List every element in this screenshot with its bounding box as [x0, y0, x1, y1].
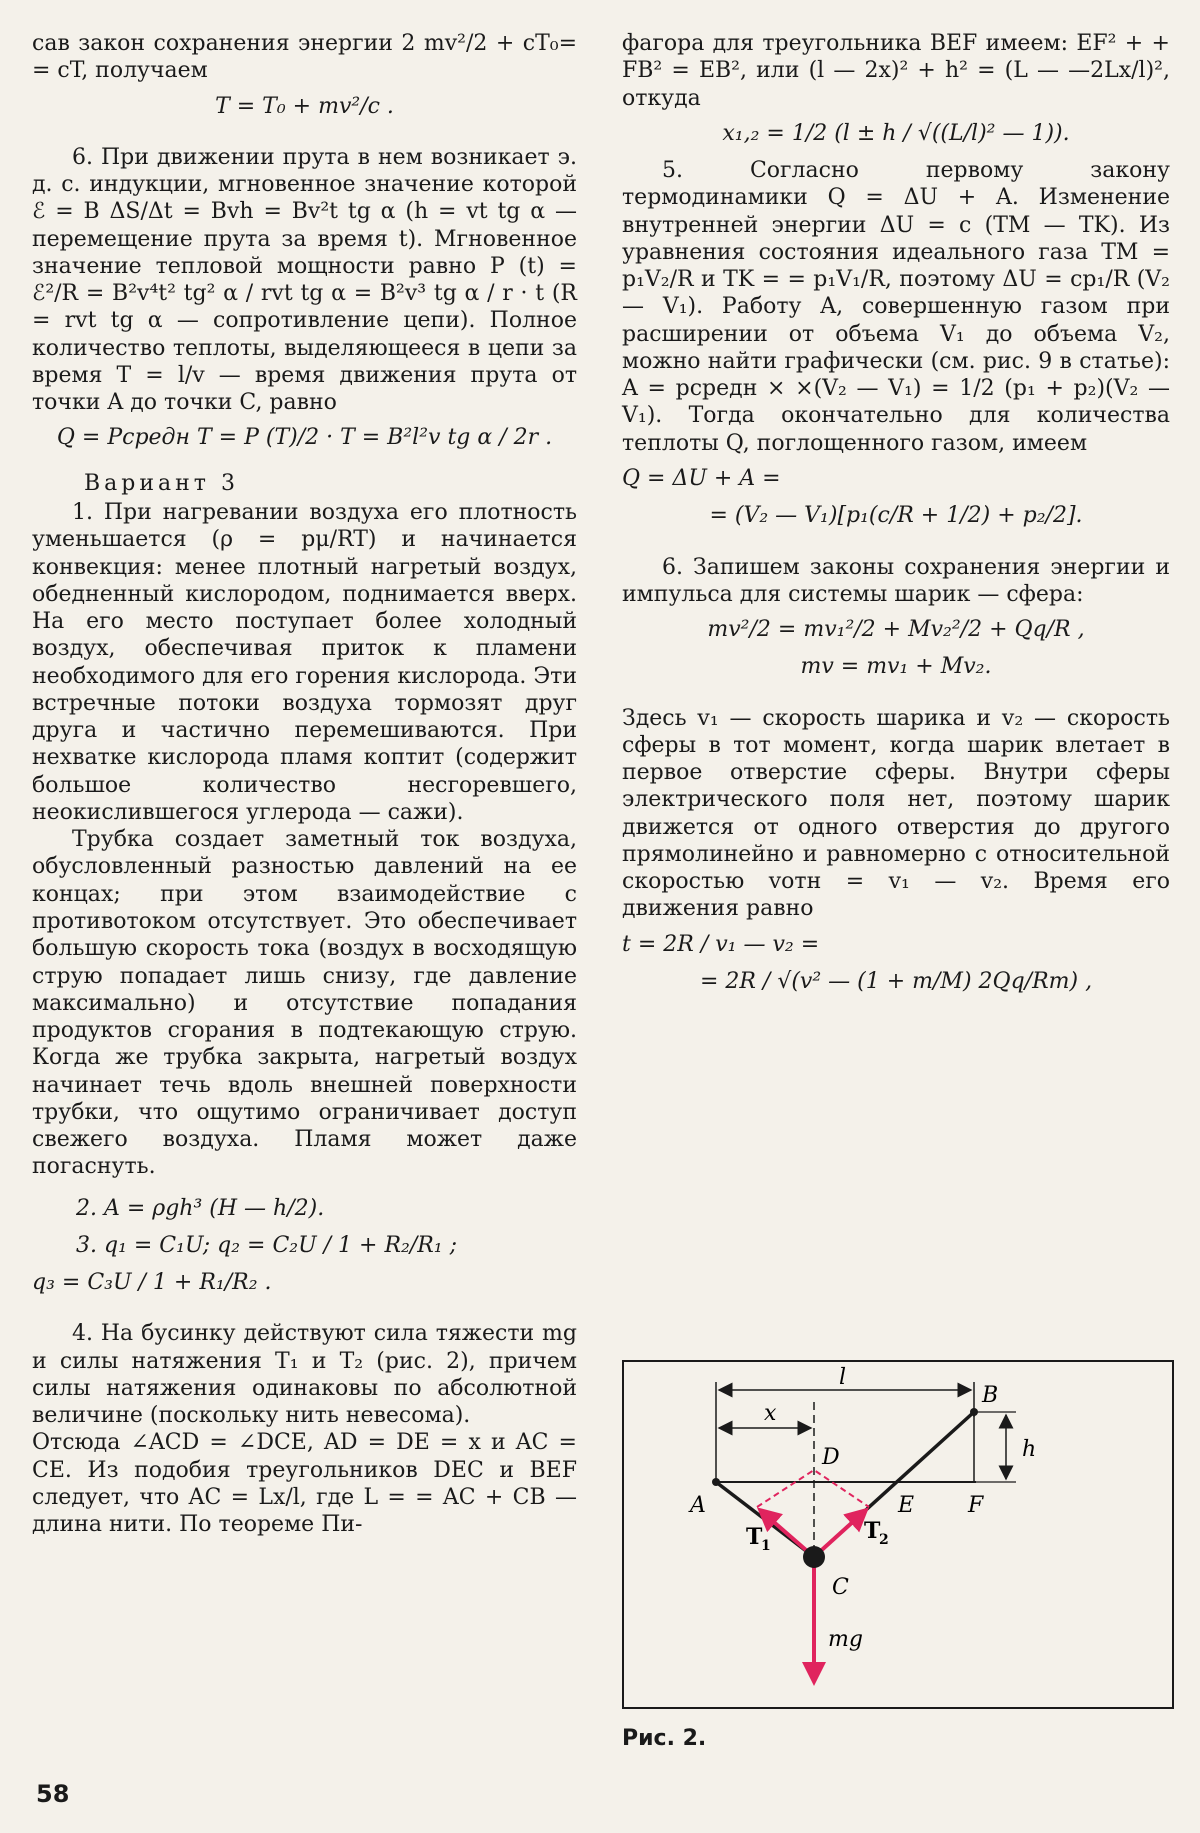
force-parallelogram — [757, 1470, 869, 1507]
point-a — [712, 1478, 720, 1486]
label-t1-sub: 1 — [761, 1538, 771, 1554]
equation-time-b: = 2R / √(v² — (1 + m/M) 2Qq/Rm) , — [699, 968, 1093, 994]
paragraph-variant3-1a: 1. При нагревании воздуха его плотность уменьшается (ρ = pμ/RT) и начинается конвекция: менее плотный нагретый воздух, обедненный кислородом, поднимается вверх. На его место поступает более холодный воздух, обеспечивая приток к пламени необходимого для его горения кислорода. Эти встречные потоки воздуха тормозят друг друга и частично перемешиваются. При нехватке кислорода пламя коптит (содержит большое количество несгоревшего, неокислившегося углерода — сажи). — [32, 499, 578, 825]
label-c: C — [832, 1575, 849, 1600]
paragraph-energy-conservation: сав закон сохранения энергии 2 mv²/2 + cT₀= = cT, получаем — [32, 31, 577, 84]
label-b: B — [982, 1383, 999, 1408]
paragraph-pythagoras: фагора для треугольника BEF имеем: EF² + + FB² = EB², или (l — 2x)² + h² = (L — —2Lx/l)², откуда — [622, 31, 1170, 111]
point-b — [970, 1408, 978, 1416]
label-d: D — [822, 1445, 840, 1470]
equation-temperature: T = T₀ + mv²/c . — [215, 93, 394, 119]
variant-heading: Вариант 3 — [84, 470, 239, 496]
paragraph-problem-5: 5. Согласно первому закону термодинамики Q = ΔU + A. Изменение внутренней энергии ΔU = c (TM — TK). Из уравнения состояния идеального газа TM = p₁V₂/R и TK = = p₁V₁/R, поэтому ΔU = cp₁/R (V₂ — V₁). Работу A, совершенную газом при расширении от объема V₁ до объема V₂, можно найти графически (см. рис. 9 в статье): A = pсредн × ×(V₂ — V₁) = 1/2 (p₁ + p₂)(V₂ — V₁). Тогда окончательно для количества теплоты Q, поглощенного газом, имеем — [622, 158, 1170, 456]
label-f: F — [968, 1493, 984, 1518]
paragraph-variant3-1b: Трубка создает заметный ток воздуха, обусловленный разностью давлений на ее концах; при этом взаимодействие с противотоком отсутствует. Это обеспечивает большую скорость тока (воздух в восходящую струю попадает лишь снизу, где давление максимально) и отсутствие попадания продуктов сгорания в подтекающую струю. Когда же трубка закрыта, нагретый воздух начинает течь вдоль внешней поверхности трубки, что ощутимо ограничивает доступ свежего воздуха. Пламя может даже погаснуть. — [32, 827, 577, 1180]
equation-energy-sphere: mv²/2 = mv₁²/2 + Mv₂²/2 + Qq/R , — [707, 617, 1085, 643]
label-t2-sub: 2 — [879, 1532, 889, 1548]
equation-heat-q: Q = Pсредн T = P (T)/2 · T = B²l²v tg α / 2r . — [56, 425, 553, 451]
paragraph-velocities: Здесь v₁ — скорость шарика и v₂ — скорость сферы в тот момент, когда шарик влетает в первое отверстие сферы. Внутри сферы электрического поля нет, поэтому шарик движется от одного отверстия до другого прямолинейно и равномерно с относительной скоростью vотн = v₁ — v₂. Время его движения равно — [622, 705, 1170, 922]
label-mg: mg — [828, 1627, 863, 1652]
label-t1: T — [746, 1524, 763, 1550]
equation-q-total-a: Q = ΔU + A = — [622, 465, 781, 491]
left-column — [32, 30, 577, 1539]
paragraph-problem-6: 6. При движении прута в нем возникает э. д. с. индукции, мгновенное значение которой ℰ = B ΔS/Δt = Bvh = Bv²t tg α (h = vt tg α — перемещение прута за время t). Мгновенное значение тепловой мощности равно P (t) = ℰ²/R = B²v⁴t² tg² α / rvt tg α = B²v³ tg α / r · t (R = rvt tg α — сопротивление цепи). Полное количество теплоты, выделяющееся в цепи за время T = l/v — время движения прута от точки A до точки C, равно — [32, 144, 577, 416]
paragraph-problem-4: 4. На бусинку действуют сила тяжести mg и силы натяжения T₁ и T₂ (рис. 2), причем силы натяжения одинаковы по абсолютной величине (поскольку нить невесома). — [32, 1321, 577, 1429]
figure-caption: Рис. 2. — [622, 1726, 707, 1751]
right-column — [622, 30, 1170, 1005]
equation-momentum: mv = mv₁ + Mv₂. — [800, 654, 992, 680]
paragraph-problem-6-right: 6. Запишем законы сохранения энергии и импульса для системы шарик — сфера: — [622, 554, 1170, 607]
equation-x12: x₁,₂ = 1/2 (l ± h / √((L/l)² — 1)). — [722, 120, 1070, 146]
figure-2-diagram — [624, 1362, 1168, 1703]
label-e: E — [898, 1493, 915, 1518]
paragraph-problem-4b: Отсюда ∠ACD = ∠DCE, AD = DE = x и AC = CE. Из подобия треугольников DEC и BEF следует, что AC = Lx/l, где L = = AC + CB — длина нити. По теореме Пи- — [32, 1430, 577, 1538]
equation-problem-2: 2. A = ρgh³ (H — h/2). — [76, 1195, 325, 1221]
label-h: h — [1022, 1437, 1037, 1462]
label-l: l — [839, 1365, 847, 1390]
label-x: x — [764, 1401, 777, 1426]
page-number: 58 — [36, 1780, 70, 1808]
equation-problem-3: 3. q₁ = C₁U; q₂ = C₂U / 1 + R₂/R₁ ; — [76, 1232, 458, 1258]
bead-c — [803, 1546, 825, 1568]
equation-time-a: t = 2R / v₁ — v₂ = — [622, 931, 820, 957]
equation-q-total-b: = (V₂ — V₁)[p₁(c/R + 1/2) + p₂/2]. — [709, 503, 1083, 529]
label-t2: T — [864, 1518, 881, 1544]
equation-problem-3b: q₃ = C₃U / 1 + R₁/R₂ . — [32, 1270, 272, 1296]
figure-2 — [622, 1360, 1174, 1709]
label-a: A — [690, 1493, 706, 1518]
